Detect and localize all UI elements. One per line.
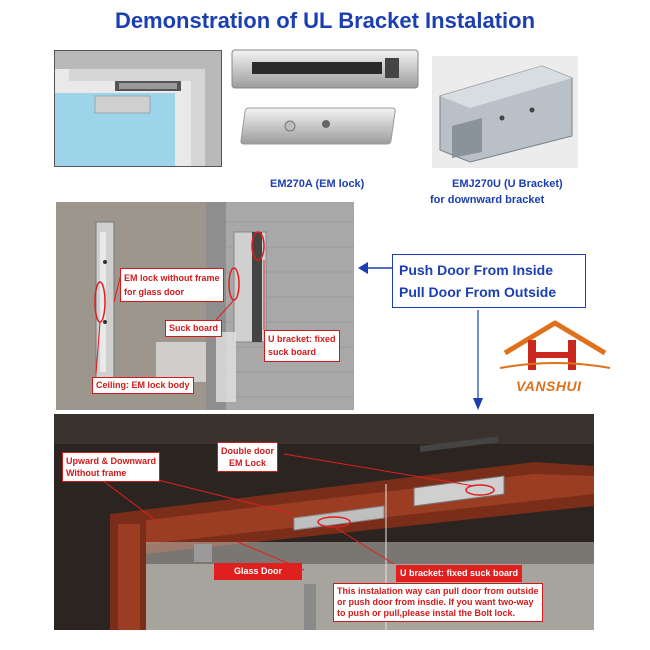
em-lock-product-image — [230, 48, 420, 168]
label-upward-downward: Upward & Downward Without frame — [62, 452, 160, 482]
label-suck-board: Suck board — [165, 320, 222, 337]
u-bracket-caption: EMJ270U (U Bracket) — [452, 178, 563, 190]
install-diagram-photo — [54, 50, 222, 167]
pull-door-text: Pull Door From Outside — [399, 284, 557, 300]
installation-note: This instalation way can pull door from outside or push door from insdie. If you want two-way to push or pull,please instal the Bolt lock. — [333, 583, 543, 622]
em-lock-caption: EM270A (EM lock) — [270, 178, 365, 190]
push-pull-note — [392, 254, 586, 308]
label-glass-door: Glass Door — [214, 563, 302, 580]
page-title: Demonstration of UL Bracket Instalation — [114, 8, 536, 33]
arrow-down-icon — [471, 310, 485, 410]
u-bracket-illustration — [432, 56, 578, 168]
vanshui-logo-text: VANSHUI — [516, 378, 582, 394]
label-em-lock-without-frame: EM lock without frame for glass door — [120, 268, 224, 302]
label-u-bracket-fixed-middle: U bracket: fixed suck board — [264, 330, 340, 362]
u-bracket-product-image — [432, 56, 578, 168]
label-double-door-em-lock: Double door EM Lock — [217, 442, 278, 472]
door-frame-diagram — [55, 51, 221, 166]
u-bracket-subcaption: for downward bracket — [430, 194, 545, 206]
vanshui-logo-icon — [500, 318, 610, 378]
arrow-left-icon — [358, 258, 392, 278]
label-ceiling-em-lock-body: Ceiling: EM lock body — [92, 377, 194, 394]
em-lock-illustration — [230, 48, 420, 168]
push-door-text: Push Door From Inside — [399, 262, 554, 278]
label-u-bracket-fixed-bottom: U bracket: fixed suck board — [396, 565, 522, 582]
